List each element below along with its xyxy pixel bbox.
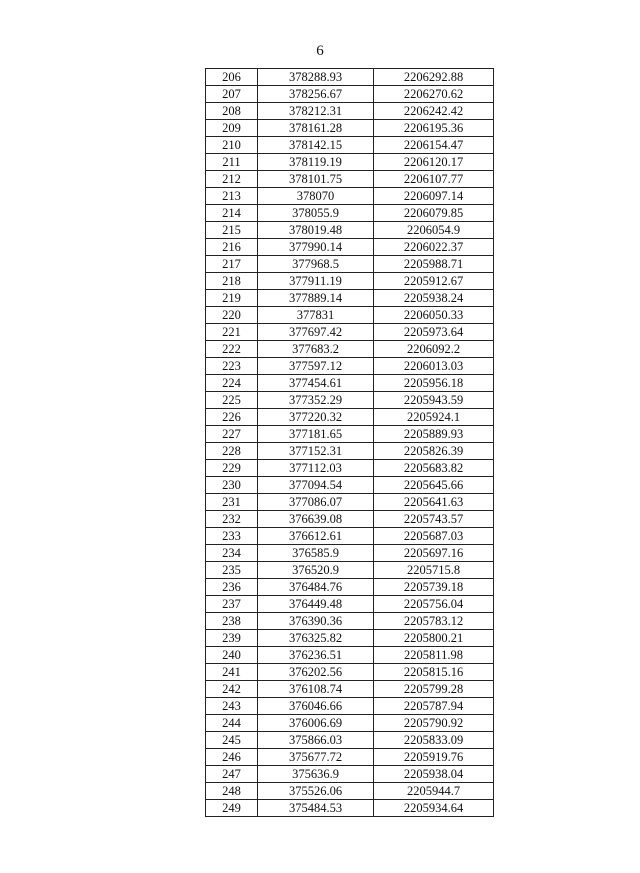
- x-coordinate-cell: 378101.75: [258, 171, 374, 188]
- y-coordinate-cell: 2206242.42: [374, 103, 494, 120]
- table-row: [206, 86, 494, 103]
- table-row: [206, 681, 494, 698]
- x-coordinate-cell: 375526.06: [258, 783, 374, 800]
- x-coordinate-cell: 378212.31: [258, 103, 374, 120]
- point-number-cell: 229: [206, 460, 258, 477]
- x-coordinate-cell: 378119.19: [258, 154, 374, 171]
- point-number-cell: 236: [206, 579, 258, 596]
- y-coordinate-cell: 2205743.57: [374, 511, 494, 528]
- table-row: [206, 647, 494, 664]
- y-coordinate-cell: 2206050.33: [374, 307, 494, 324]
- x-coordinate-cell: 375677.72: [258, 749, 374, 766]
- point-number-cell: 243: [206, 698, 258, 715]
- table-row: [206, 137, 494, 154]
- x-coordinate-cell: 377352.29: [258, 392, 374, 409]
- y-coordinate-cell: 2205912.67: [374, 273, 494, 290]
- point-number-cell: 220: [206, 307, 258, 324]
- x-coordinate-cell: 376585.9: [258, 545, 374, 562]
- table-row: [206, 103, 494, 120]
- x-coordinate-cell: 377112.03: [258, 460, 374, 477]
- point-number-cell: 223: [206, 358, 258, 375]
- point-number-cell: 211: [206, 154, 258, 171]
- x-coordinate-cell: 378256.67: [258, 86, 374, 103]
- table-row: [206, 409, 494, 426]
- y-coordinate-cell: 2205756.04: [374, 596, 494, 613]
- y-coordinate-cell: 2205826.39: [374, 443, 494, 460]
- point-number-cell: 212: [206, 171, 258, 188]
- y-coordinate-cell: 2206195.36: [374, 120, 494, 137]
- table-row: [206, 324, 494, 341]
- point-number-cell: 225: [206, 392, 258, 409]
- table-row: [206, 239, 494, 256]
- x-coordinate-cell: 377454.61: [258, 375, 374, 392]
- y-coordinate-cell: 2205811.98: [374, 647, 494, 664]
- y-coordinate-cell: 2205683.82: [374, 460, 494, 477]
- y-coordinate-cell: 2206154.47: [374, 137, 494, 154]
- y-coordinate-cell: 2205944.7: [374, 783, 494, 800]
- point-number-cell: 246: [206, 749, 258, 766]
- y-coordinate-cell: 2206097.14: [374, 188, 494, 205]
- table-row: [206, 511, 494, 528]
- point-number-cell: 234: [206, 545, 258, 562]
- table-row: [206, 443, 494, 460]
- point-number-cell: 244: [206, 715, 258, 732]
- x-coordinate-cell: 377152.31: [258, 443, 374, 460]
- table-row: [206, 426, 494, 443]
- table-row: [206, 715, 494, 732]
- x-coordinate-cell: 378288.93: [258, 69, 374, 86]
- x-coordinate-cell: 376639.08: [258, 511, 374, 528]
- point-number-cell: 239: [206, 630, 258, 647]
- y-coordinate-cell: 2206107.77: [374, 171, 494, 188]
- table-row: [206, 358, 494, 375]
- x-coordinate-cell: 377889.14: [258, 290, 374, 307]
- y-coordinate-cell: 2205799.28: [374, 681, 494, 698]
- point-number-cell: 210: [206, 137, 258, 154]
- x-coordinate-cell: 377683.2: [258, 341, 374, 358]
- point-number-cell: 215: [206, 222, 258, 239]
- page-number: 6: [316, 43, 324, 59]
- x-coordinate-cell: 377094.54: [258, 477, 374, 494]
- point-number-cell: 216: [206, 239, 258, 256]
- x-coordinate-cell: 376006.69: [258, 715, 374, 732]
- table-row: [206, 375, 494, 392]
- y-coordinate-cell: 2205938.04: [374, 766, 494, 783]
- x-coordinate-cell: 377181.65: [258, 426, 374, 443]
- table-row: [206, 528, 494, 545]
- table-row: [206, 800, 494, 817]
- y-coordinate-cell: 2205938.24: [374, 290, 494, 307]
- point-number-cell: 247: [206, 766, 258, 783]
- x-coordinate-cell: 377597.12: [258, 358, 374, 375]
- y-coordinate-cell: 2206054.9: [374, 222, 494, 239]
- y-coordinate-cell: 2206079.85: [374, 205, 494, 222]
- table-row: [206, 545, 494, 562]
- table-row: [206, 256, 494, 273]
- point-number-cell: 248: [206, 783, 258, 800]
- table-row: [206, 120, 494, 137]
- point-number-cell: 219: [206, 290, 258, 307]
- point-number-cell: 217: [206, 256, 258, 273]
- y-coordinate-cell: 2205800.21: [374, 630, 494, 647]
- x-coordinate-cell: 375484.53: [258, 800, 374, 817]
- table-row: [206, 477, 494, 494]
- coordinates-table: [205, 68, 494, 817]
- table-row: [206, 613, 494, 630]
- x-coordinate-cell: 376202.56: [258, 664, 374, 681]
- table-row: [206, 698, 494, 715]
- x-coordinate-cell: 377911.19: [258, 273, 374, 290]
- x-coordinate-cell: 376484.76: [258, 579, 374, 596]
- point-number-cell: 228: [206, 443, 258, 460]
- point-number-cell: 233: [206, 528, 258, 545]
- y-coordinate-cell: 2205687.03: [374, 528, 494, 545]
- point-number-cell: 242: [206, 681, 258, 698]
- table-row: [206, 579, 494, 596]
- x-coordinate-cell: 377697.42: [258, 324, 374, 341]
- table-row: [206, 341, 494, 358]
- table-row: [206, 749, 494, 766]
- point-number-cell: 232: [206, 511, 258, 528]
- x-coordinate-cell: 376390.36: [258, 613, 374, 630]
- y-coordinate-cell: 2205645.66: [374, 477, 494, 494]
- point-number-cell: 230: [206, 477, 258, 494]
- table-row: [206, 494, 494, 511]
- point-number-cell: 226: [206, 409, 258, 426]
- table-row: [206, 290, 494, 307]
- y-coordinate-cell: 2205924.1: [374, 409, 494, 426]
- y-coordinate-cell: 2205641.63: [374, 494, 494, 511]
- y-coordinate-cell: 2206013.03: [374, 358, 494, 375]
- x-coordinate-cell: 376236.51: [258, 647, 374, 664]
- x-coordinate-cell: 377086.07: [258, 494, 374, 511]
- y-coordinate-cell: 2205973.64: [374, 324, 494, 341]
- x-coordinate-cell: 378161.28: [258, 120, 374, 137]
- table-row: [206, 783, 494, 800]
- x-coordinate-cell: 375636.9: [258, 766, 374, 783]
- y-coordinate-cell: 2205787.94: [374, 698, 494, 715]
- x-coordinate-cell: 377990.14: [258, 239, 374, 256]
- table-row: [206, 596, 494, 613]
- coordinates-table-body: [206, 69, 494, 817]
- y-coordinate-cell: 2205790.92: [374, 715, 494, 732]
- y-coordinate-cell: 2206092.2: [374, 341, 494, 358]
- table-row: [206, 188, 494, 205]
- point-number-cell: 221: [206, 324, 258, 341]
- point-number-cell: 240: [206, 647, 258, 664]
- point-number-cell: 207: [206, 86, 258, 103]
- y-coordinate-cell: 2205943.59: [374, 392, 494, 409]
- point-number-cell: 214: [206, 205, 258, 222]
- point-number-cell: 218: [206, 273, 258, 290]
- x-coordinate-cell: 377220.32: [258, 409, 374, 426]
- y-coordinate-cell: 2206270.62: [374, 86, 494, 103]
- x-coordinate-cell: 375866.03: [258, 732, 374, 749]
- table-row: [206, 630, 494, 647]
- point-number-cell: 222: [206, 341, 258, 358]
- x-coordinate-cell: 378142.15: [258, 137, 374, 154]
- y-coordinate-cell: 2206292.88: [374, 69, 494, 86]
- y-coordinate-cell: 2205783.12: [374, 613, 494, 630]
- table-row: [206, 664, 494, 681]
- x-coordinate-cell: 376108.74: [258, 681, 374, 698]
- table-row: [206, 392, 494, 409]
- point-number-cell: 237: [206, 596, 258, 613]
- table-row: [206, 732, 494, 749]
- point-number-cell: 231: [206, 494, 258, 511]
- y-coordinate-cell: 2205934.64: [374, 800, 494, 817]
- point-number-cell: 227: [206, 426, 258, 443]
- point-number-cell: 213: [206, 188, 258, 205]
- point-number-cell: 206: [206, 69, 258, 86]
- table-row: [206, 562, 494, 579]
- point-number-cell: 238: [206, 613, 258, 630]
- y-coordinate-cell: 2205815.16: [374, 664, 494, 681]
- table-row: [206, 222, 494, 239]
- x-coordinate-cell: 376325.82: [258, 630, 374, 647]
- y-coordinate-cell: 2205956.18: [374, 375, 494, 392]
- x-coordinate-cell: 376520.9: [258, 562, 374, 579]
- x-coordinate-cell: 376612.61: [258, 528, 374, 545]
- point-number-cell: 224: [206, 375, 258, 392]
- x-coordinate-cell: 376046.66: [258, 698, 374, 715]
- point-number-cell: 241: [206, 664, 258, 681]
- x-coordinate-cell: 377831: [258, 307, 374, 324]
- y-coordinate-cell: 2205833.09: [374, 732, 494, 749]
- table-row: [206, 171, 494, 188]
- x-coordinate-cell: 377968.5: [258, 256, 374, 273]
- point-number-cell: 245: [206, 732, 258, 749]
- table-row: [206, 460, 494, 477]
- point-number-cell: 249: [206, 800, 258, 817]
- table-row: [206, 205, 494, 222]
- table-row: [206, 69, 494, 86]
- y-coordinate-cell: 2205919.76: [374, 749, 494, 766]
- table-row: [206, 307, 494, 324]
- point-number-cell: 208: [206, 103, 258, 120]
- x-coordinate-cell: 378070: [258, 188, 374, 205]
- y-coordinate-cell: 2205739.18: [374, 579, 494, 596]
- y-coordinate-cell: 2205889.93: [374, 426, 494, 443]
- table-row: [206, 154, 494, 171]
- table-row: [206, 273, 494, 290]
- y-coordinate-cell: 2205697.16: [374, 545, 494, 562]
- point-number-cell: 209: [206, 120, 258, 137]
- x-coordinate-cell: 378019.48: [258, 222, 374, 239]
- x-coordinate-cell: 378055.9: [258, 205, 374, 222]
- x-coordinate-cell: 376449.48: [258, 596, 374, 613]
- table-row: [206, 766, 494, 783]
- point-number-cell: 235: [206, 562, 258, 579]
- y-coordinate-cell: 2206022.37: [374, 239, 494, 256]
- y-coordinate-cell: 2205715.8: [374, 562, 494, 579]
- y-coordinate-cell: 2205988.71: [374, 256, 494, 273]
- y-coordinate-cell: 2206120.17: [374, 154, 494, 171]
